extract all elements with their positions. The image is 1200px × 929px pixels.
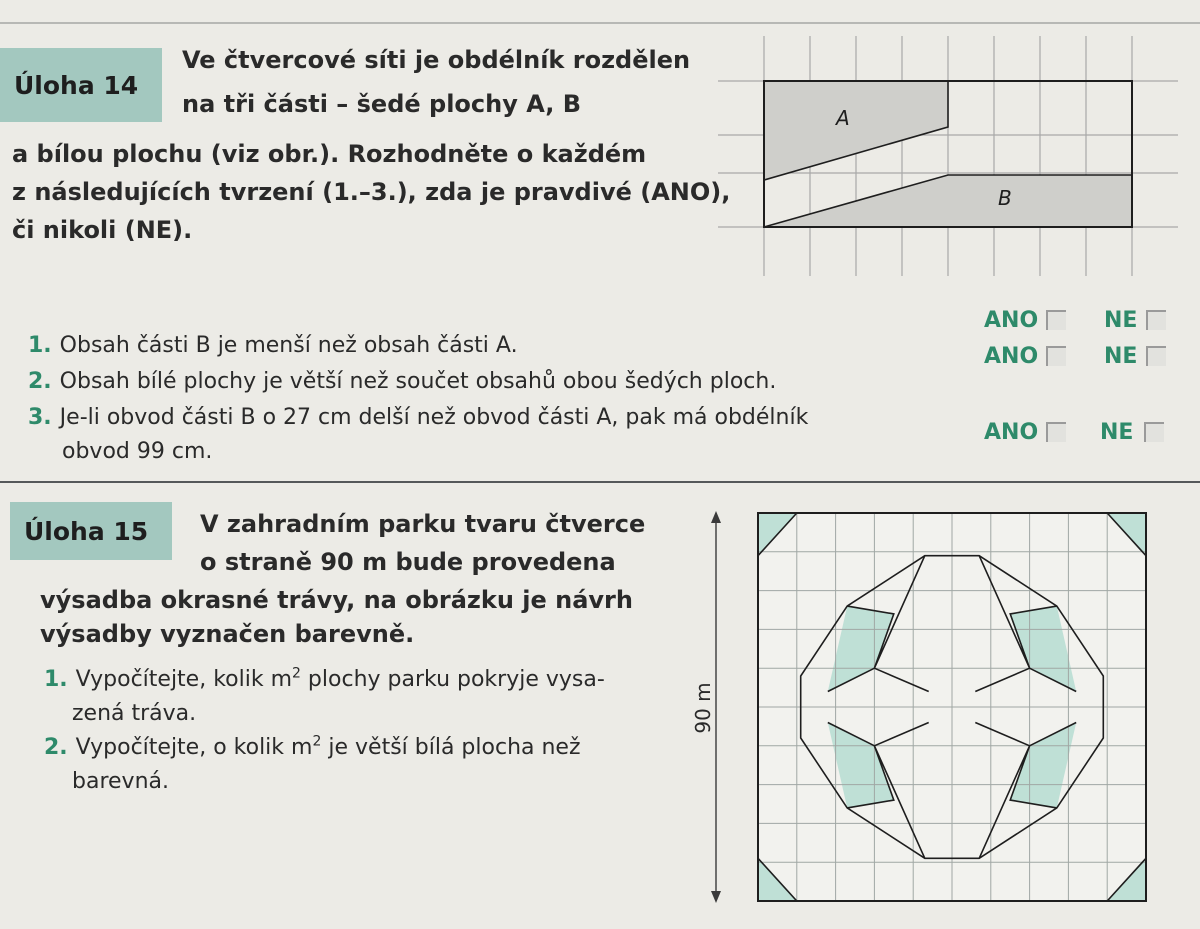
- task-14-item-3: [28, 402, 808, 434]
- checkbox-yes-2[interactable]: [1046, 346, 1066, 366]
- answer-yes-2: ANO: [984, 344, 1039, 369]
- figure-label-a: A: [836, 106, 850, 130]
- task-15-item-1: [44, 664, 605, 696]
- task-15-item-1-continuation: zená tráva.: [72, 701, 197, 726]
- item-text-pre: Vypočítejte, kolik m: [75, 667, 293, 692]
- answer-yes-3: ANO: [984, 420, 1039, 445]
- item-number: 2.: [44, 735, 68, 760]
- task-14-label-text: Úloha 14: [14, 70, 139, 100]
- task-15-item-2-continuation: barevná.: [72, 769, 169, 794]
- checkbox-no-1[interactable]: [1146, 310, 1166, 330]
- task-14-item-3-continuation: obvod 99 cm.: [62, 439, 213, 464]
- task-15-text-line-1: V zahradním parku tvaru čtverce: [200, 510, 646, 538]
- item-text-post: je větší bílá plocha než: [321, 735, 581, 760]
- item-text: Obsah bílé plochy je větší než součet obsahů obou šedých ploch.: [59, 369, 777, 394]
- section-divider: [0, 481, 1200, 483]
- dimension-arrow-bottom: [711, 891, 721, 903]
- item-text: Obsah části B je menší než obsah části A.: [59, 333, 518, 358]
- task-14-item-1: [28, 330, 518, 362]
- rectangle-grid-figure: [718, 36, 1178, 276]
- task-14-text-line-3: a bílou plochu (viz obr.). Rozhodněte o každém: [12, 140, 647, 168]
- task-14-text-line-2: na tři části – šedé plochy A, B: [182, 90, 582, 118]
- task-15-item-2: [44, 732, 581, 764]
- task-14-item-2: [28, 366, 776, 398]
- task-14-text-line-1: Ve čtvercové síti je obdélník rozdělen: [182, 46, 691, 74]
- item-number: 3.: [28, 405, 52, 430]
- checkbox-no-2[interactable]: [1146, 346, 1166, 366]
- item-text: Je-li obvod části B o 27 cm delší než obvod části A, pak má obdélník: [59, 405, 809, 430]
- checkbox-yes-1[interactable]: [1046, 310, 1066, 330]
- superscript: 2: [292, 665, 301, 682]
- item-text-post: plochy parku pokryje vysa-: [300, 667, 605, 692]
- answer-no-2: NE: [1104, 344, 1138, 369]
- answer-yes-1: ANO: [984, 308, 1039, 333]
- superscript: 2: [312, 733, 322, 750]
- task-14-text-line-4: z následujících tvrzení (1.–3.), zda je pravdivé (ANO),: [12, 178, 731, 206]
- dimension-arrow-top: [711, 511, 721, 523]
- item-number: 1.: [28, 333, 52, 358]
- checkbox-no-3[interactable]: [1144, 422, 1164, 442]
- figure-label-b: B: [998, 186, 1012, 210]
- checkbox-yes-3[interactable]: [1046, 422, 1066, 442]
- task-15-label: [10, 502, 172, 560]
- item-text-pre: Vypočítejte, o kolik m: [75, 735, 313, 760]
- item-number: 2.: [28, 369, 52, 394]
- top-rule: [0, 22, 1200, 24]
- answer-no-3: NE: [1100, 420, 1134, 445]
- task-15-label-text: Úloha 15: [24, 516, 149, 546]
- task-15-text-line-4: výsadby vyznačen barevně.: [40, 620, 415, 648]
- task-15-text-line-3: výsadba okrasné trávy, na obrázku je návrh: [40, 586, 633, 614]
- answer-no-1: NE: [1104, 308, 1138, 333]
- item-number: 1.: [44, 667, 68, 692]
- task-14-label: [0, 48, 162, 122]
- dimension-label: 90 m: [691, 682, 715, 734]
- task-14-text-line-5: či nikoli (NE).: [12, 216, 193, 244]
- park-design-figure: [680, 496, 1180, 916]
- task-15-text-line-2: o straně 90 m bude provedena: [200, 548, 616, 576]
- area-b: [764, 175, 1132, 227]
